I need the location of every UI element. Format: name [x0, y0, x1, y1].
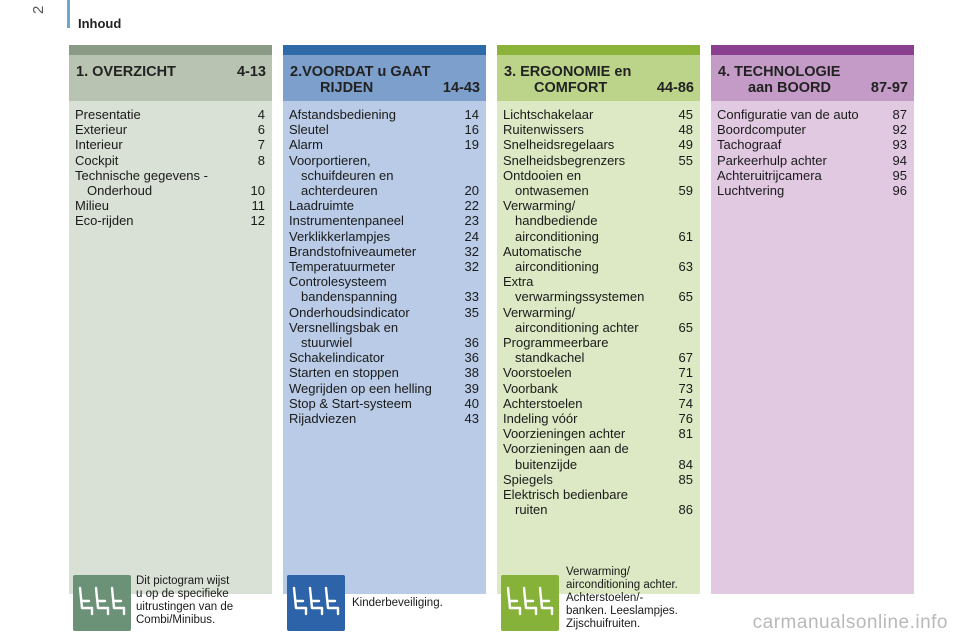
toc-entry-label: Achterstoelen [503, 395, 583, 411]
toc-list [717, 107, 907, 198]
toc-entry-page: 45 [678, 107, 693, 122]
toc-entry-label: airconditioning [515, 228, 599, 244]
toc-entry-label: Elektrisch bedienbare [503, 487, 629, 503]
toc-entry-label: Achteruitrijcamera [717, 167, 822, 183]
toc-entry-label: Onderhoudsindicator [289, 304, 410, 320]
chapter-title: 1. OVERZICHT [76, 64, 176, 80]
toc-entry[interactable] [289, 244, 479, 259]
toc-entry-page: 85 [678, 471, 693, 487]
toc-entry[interactable] [289, 365, 479, 380]
toc-entry[interactable] [503, 487, 693, 502]
toc-entry[interactable] [289, 107, 479, 122]
toc-entry[interactable] [503, 350, 693, 365]
section-title: Inhoud [78, 16, 122, 31]
toc-entry[interactable] [503, 305, 693, 320]
toc-entry-label: Technische gegevens - [75, 167, 208, 183]
toc-entry-label: Sleutel [289, 122, 329, 138]
toc-entry-label: Stop & Start-systeem [289, 395, 412, 411]
toc-entry-label: Milieu [75, 198, 109, 214]
toc-entry-page: 76 [678, 411, 693, 427]
toc-entry-page: 49 [678, 137, 693, 153]
toc-entry[interactable] [75, 122, 265, 137]
toc-entry[interactable] [503, 183, 693, 198]
toc-entry[interactable] [75, 213, 265, 228]
toc-entry-page: 38 [464, 365, 479, 381]
toc-entry[interactable] [75, 183, 265, 198]
toc-entry-label: Voorzieningen aan de [503, 441, 629, 457]
toc-entry-page: 14 [464, 107, 479, 122]
toc-entry-label: Automatische [503, 243, 582, 259]
toc-entry[interactable] [503, 320, 693, 335]
toc-entry-page: 20 [464, 183, 479, 199]
toc-entry-page: 40 [464, 395, 479, 411]
toc-entry-label: airconditioning [515, 259, 599, 275]
toc-entry[interactable] [289, 153, 479, 168]
toc-entry-label: Voorzieningen achter [503, 426, 626, 442]
toc-entry-page: 55 [678, 152, 693, 168]
toc-entry[interactable] [503, 168, 693, 183]
toc-entry[interactable] [75, 107, 265, 122]
chapter-header[interactable] [283, 55, 486, 101]
toc-entry-label: Rijadviezen [289, 411, 357, 427]
toc-entry-page: 7 [257, 137, 265, 153]
picto-box [287, 575, 345, 631]
toc-entry-page: 65 [678, 319, 693, 335]
toc-entry-page: 10 [250, 183, 265, 199]
toc-entry-page: 12 [250, 213, 265, 229]
toc-entry-label: airconditioning achter [515, 319, 639, 335]
toc-entry-page: 67 [678, 350, 693, 366]
chapter-header[interactable] [497, 55, 700, 101]
page-number: 2 [30, 5, 47, 14]
toc-entry-label: achterdeuren [301, 183, 378, 199]
chapter-title-line2: aan BOORD [748, 80, 831, 96]
toc-entry-page: 24 [464, 228, 479, 244]
passenger-seats-icon [76, 584, 128, 622]
picto-description: Dit pictogram wijst u op de specifieke uitrustingen van de Combi/Minibus. [136, 575, 234, 626]
chapter-ergonomie-en-comfort [497, 45, 700, 630]
toc-entry-page: 32 [464, 243, 479, 259]
toc-entry[interactable] [289, 213, 479, 228]
toc-entry-page: 16 [464, 122, 479, 138]
toc-entry-label: Eco-rijden [75, 213, 134, 229]
toc-entry-label: Verwarming/ [503, 304, 576, 320]
toc-entry-label: Alarm [289, 137, 323, 153]
toc-entry-label: Voorportieren, [289, 152, 371, 168]
toc-entry-page: 35 [464, 304, 479, 320]
toc-entry[interactable] [503, 426, 693, 441]
toc-list [75, 107, 265, 229]
chapter-overzicht [69, 45, 272, 626]
toc-entry-page: 19 [464, 137, 479, 153]
toc-entry-page: 96 [892, 183, 907, 199]
toc-entry[interactable] [503, 107, 693, 122]
toc-entry[interactable] [289, 198, 479, 213]
toc-entry[interactable] [717, 137, 907, 152]
toc-entry[interactable] [503, 244, 693, 259]
chapter-page-range: 87-97 [870, 80, 908, 96]
toc-entry-label: Extra [503, 274, 534, 290]
toc-entry-page: 65 [678, 289, 693, 305]
toc-entry-label: Presentatie [75, 107, 141, 122]
toc-entry-page: 84 [678, 456, 693, 472]
toc-entry-page: 92 [892, 122, 907, 138]
toc-entry-label: bandenspanning [301, 289, 398, 305]
toc-entry[interactable] [289, 320, 479, 335]
toc-entry[interactable] [289, 396, 479, 411]
toc-entry-label: Parkeerhulp achter [717, 152, 827, 168]
toc-entry-label: Brandstofniveaumeter [289, 243, 417, 259]
toc-entry-label: Configuratie van de auto [717, 107, 859, 122]
toc-entry-label: ruiten [515, 502, 548, 518]
toc-entry-page: 71 [678, 365, 693, 381]
toc-entry[interactable] [289, 335, 479, 350]
toc-entry-label: ontwasemen [515, 183, 589, 199]
toc-entry[interactable] [503, 198, 693, 213]
toc-entry[interactable] [503, 365, 693, 380]
toc-entry-page: 36 [464, 335, 479, 351]
toc-list [503, 107, 693, 517]
toc-entry-label: handbediende [515, 213, 598, 229]
toc-entry-label: Voorstoelen [503, 365, 572, 381]
chapter-title-line2: RIJDEN [320, 80, 374, 96]
toc-entry-label: schuifdeuren en [301, 167, 394, 183]
toc-entry[interactable] [289, 411, 479, 426]
chapter-title-line1: 4. TECHNOLOGIE [718, 64, 841, 80]
toc-entry-label: Ontdooien en [503, 167, 582, 183]
toc-list [289, 107, 479, 426]
toc-entry-page: 8 [257, 152, 265, 168]
toc-entry[interactable] [717, 153, 907, 168]
toc-entry-label: Wegrijden op een helling [289, 380, 432, 396]
toc-entry-label: buitenzijde [515, 456, 578, 472]
toc-entry-label: verwarmingssystemen [515, 289, 645, 305]
picto-box [73, 575, 131, 631]
toc-entry-label: Controlesysteem [289, 274, 387, 290]
watermark: carmanualsonline.info [752, 612, 948, 633]
toc-entry[interactable] [717, 107, 907, 122]
toc-entry-label: Spiegels [503, 471, 553, 487]
toc-entry-page: 22 [464, 198, 479, 214]
toc-entry[interactable] [75, 198, 265, 213]
toc-entry-label: Instrumentenpaneel [289, 213, 404, 229]
toc-entry[interactable] [289, 289, 479, 304]
toc-entry-page: 87 [892, 107, 907, 122]
toc-entry[interactable] [289, 122, 479, 137]
toc-entry[interactable] [289, 137, 479, 152]
chapter-title-line1: 3. ERGONOMIE en [504, 64, 632, 80]
toc-entry[interactable] [75, 137, 265, 152]
picto-box [501, 575, 559, 631]
toc-entry-page: 63 [678, 259, 693, 275]
toc-entry[interactable] [289, 259, 479, 274]
toc-entry-label: Lichtschakelaar [503, 107, 594, 122]
toc-entry-label: standkachel [515, 350, 585, 366]
toc-entry[interactable] [503, 153, 693, 168]
toc-entry-page: 43 [464, 411, 479, 427]
chapter-page-range: 14-43 [442, 80, 480, 96]
toc-entry[interactable] [717, 122, 907, 137]
toc-entry-label: Tachograaf [717, 137, 782, 153]
toc-entry-label: Snelheidsbegrenzers [503, 152, 626, 168]
toc-entry[interactable] [503, 213, 693, 228]
toc-entry-page: 39 [464, 380, 479, 396]
picto-description: Verwarming/ airconditioning achter. Achterstoelen/- banken. Leeslampjes. Zijschuifruiten. [566, 566, 678, 630]
chapter-header[interactable] [711, 55, 914, 101]
toc-entry-label: Snelheidsregelaars [503, 137, 615, 153]
chapter-title-line2: COMFORT [534, 80, 608, 96]
toc-entry-label: Verklikkerlampjes [289, 228, 391, 244]
toc-entry-page: 36 [464, 350, 479, 366]
toc-entry-page: 4 [257, 107, 265, 122]
toc-entry[interactable] [289, 350, 479, 365]
toc-entry[interactable] [503, 502, 693, 517]
toc-entry-label: Voorbank [503, 380, 558, 396]
chapter-voordat-u-gaat-rijden [283, 45, 486, 609]
toc-entry-label: Interieur [75, 137, 123, 153]
toc-entry-label: Versnellingsbak en [289, 319, 399, 335]
toc-entry-page: 74 [678, 395, 693, 411]
toc-entry[interactable] [503, 396, 693, 411]
toc-entry[interactable] [289, 305, 479, 320]
toc-entry-label: Boordcomputer [717, 122, 806, 138]
toc-entry[interactable] [503, 122, 693, 137]
toc-entry-label: Luchtvering [717, 183, 785, 199]
passenger-seats-icon [504, 584, 556, 622]
toc-entry-page: 93 [892, 137, 907, 153]
toc-entry-label: Laadruimte [289, 198, 355, 214]
toc-entry[interactable] [289, 183, 479, 198]
chapter-title-line1: 2.VOORDAT u GAAT [290, 64, 431, 80]
toc-entry-label: stuurwiel [301, 335, 353, 351]
toc-entry[interactable] [75, 168, 265, 183]
toc-entry-page: 59 [678, 183, 693, 199]
toc-entry-page: 94 [892, 152, 907, 168]
toc-entry-label: Onderhoud [87, 183, 153, 199]
passenger-seats-icon [290, 584, 342, 622]
toc-entry-label: Afstandsbediening [289, 107, 396, 122]
toc-entry-page: 95 [892, 167, 907, 183]
toc-entry-label: Programmeerbare [503, 335, 609, 351]
toc-entry[interactable] [289, 274, 479, 289]
toc-entry-page: 6 [257, 122, 265, 138]
toc-entry[interactable] [503, 259, 693, 274]
toc-entry[interactable] [75, 153, 265, 168]
toc-entry-page: 61 [678, 228, 693, 244]
toc-entry[interactable] [503, 381, 693, 396]
toc-entry[interactable] [503, 274, 693, 289]
toc-entry[interactable] [503, 457, 693, 472]
chapter-page-range: 4-13 [236, 64, 266, 80]
toc-entry[interactable] [503, 411, 693, 426]
toc-entry[interactable] [503, 137, 693, 152]
toc-entry[interactable] [717, 183, 907, 198]
toc-entry-label: Schakelindicator [289, 350, 385, 366]
chapter-page-range: 44-86 [656, 80, 694, 96]
toc-entry[interactable] [503, 289, 693, 304]
chapter-header[interactable] [69, 55, 272, 101]
toc-entry-label: Indeling vóór [503, 411, 578, 427]
toc-entry-page: 81 [678, 426, 693, 442]
toc-entry-page: 23 [464, 213, 479, 229]
toc-entry-page: 32 [464, 259, 479, 275]
toc-entry[interactable] [503, 229, 693, 244]
toc-entry-label: Cockpit [75, 152, 119, 168]
toc-entry-label: Ruitenwissers [503, 122, 584, 138]
toc-entry[interactable] [503, 441, 693, 456]
toc-entry[interactable] [289, 168, 479, 183]
toc-entry-page: 33 [464, 289, 479, 305]
picto-description: Kinderbeveiliging. [352, 597, 443, 609]
toc-entry[interactable] [503, 335, 693, 350]
toc-entry-page: 86 [678, 502, 693, 518]
toc-entry[interactable] [289, 229, 479, 244]
toc-entry-label: Exterieur [75, 122, 128, 138]
toc-entry-page: 48 [678, 122, 693, 138]
toc-entry[interactable] [289, 381, 479, 396]
toc-entry[interactable] [503, 472, 693, 487]
toc-entry-label: Starten en stoppen [289, 365, 399, 381]
toc-entry-page: 73 [678, 380, 693, 396]
toc-entry[interactable] [717, 168, 907, 183]
toc-entry-page: 11 [251, 198, 265, 214]
toc-entry-label: Temperatuurmeter [289, 259, 396, 275]
section-marker [67, 0, 70, 28]
chapter-technologie-aan-boord [711, 45, 914, 594]
toc-entry-label: Verwarming/ [503, 198, 576, 214]
